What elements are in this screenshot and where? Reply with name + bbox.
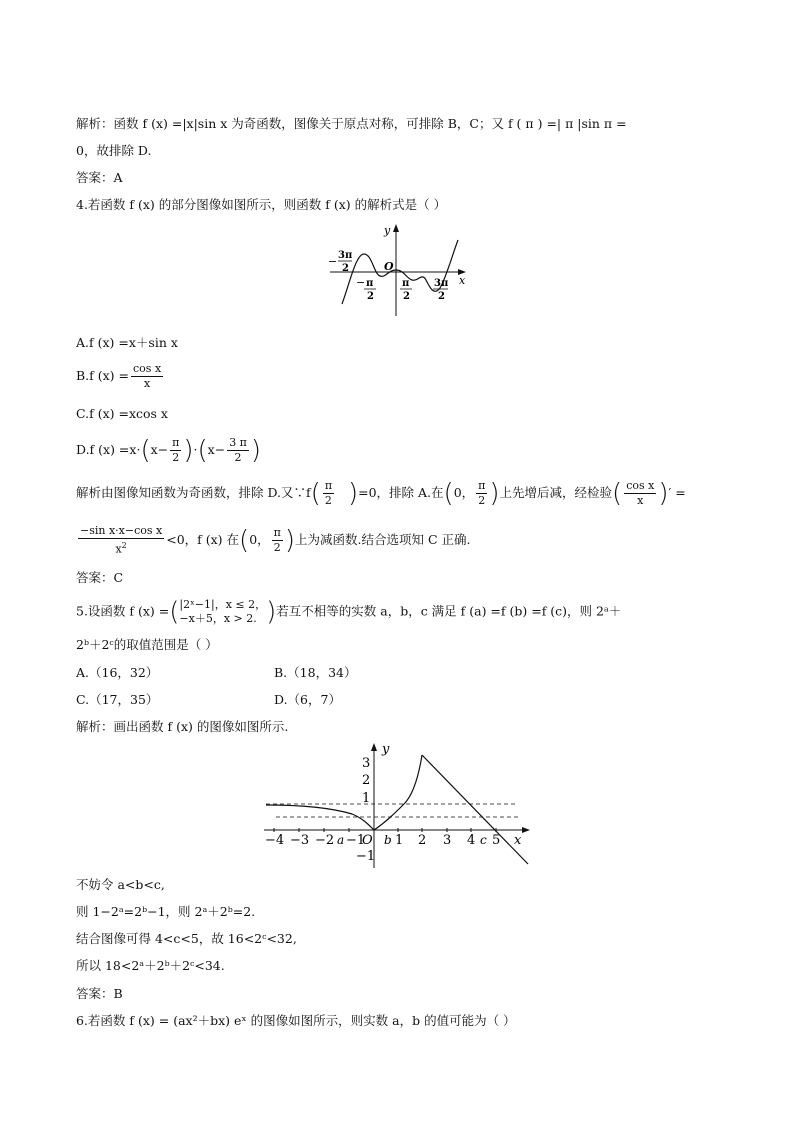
q4-sine-graph — [326, 222, 472, 318]
q5-xtick: −1 — [346, 833, 366, 848]
q4-y-label: y — [384, 224, 391, 237]
q4-analysis-line1: 解析由图像知函数为奇函数，排除 D.又∵f( $\frac{\pi}{2}$ )=0，排除 A.在(0， $\frac{\pi}{2}$ )上先增后减，经检验( $\frac{\text{cos x}}{x}$ )′ = — [76, 478, 686, 509]
q5-xtick: 5 — [492, 833, 501, 848]
q4-optb-den: x — [143, 377, 151, 390]
q5-piecewise-graph — [262, 740, 532, 870]
q3-analysis-line1: 解析：函数 f (x) =|x|sin x 为奇函数，图像关于原点对称，可排除 B，C；又 f ( π ) =| π |sin π = — [76, 116, 627, 131]
q3-answer: 答案：A — [76, 170, 123, 185]
q5-line4: 所以 18<2ᵃ＋2ᵇ＋2ᶜ<34. — [76, 958, 225, 973]
q4-pi2-num: π — [402, 278, 410, 289]
q5-case1: |2ˣ−1|，x ≤ 2， — [179, 598, 267, 611]
q5-line2: 则 1−2ᵃ=2ᵇ−1，则 2ᵃ＋2ᵇ=2. — [76, 904, 256, 919]
q5-analysis: 解析：画出函数 f (x) 的图像如图所示. — [76, 719, 289, 734]
q5-b-label: b — [384, 833, 392, 847]
q4-neg-3pi2-sign: − — [328, 255, 338, 268]
q5-option-b: B.（18，34） — [274, 665, 357, 680]
q5-option-d: D.（6，7） — [274, 692, 341, 707]
q5-ytick: 3 — [362, 756, 371, 771]
q4-origin: O — [384, 260, 394, 273]
q4-option-a: A.f (x) =x＋sin x — [76, 335, 178, 350]
q6-stem: 6.若函数 f (x) = (ax²＋bx) eˣ 的图像如图所示，则实数 a，b 的值可能为（ ） — [76, 1013, 516, 1028]
q5-xtick: 1 — [395, 833, 404, 848]
q4-neg-3pi2-den: 2 — [342, 263, 349, 274]
q4-optb-num: cos x — [133, 362, 162, 375]
q5-stem-line2: 2ᵇ＋2ᶜ的取值范围是（ ） — [76, 637, 218, 652]
q5-xtick: −3 — [290, 833, 310, 848]
q4-option-d: D.f (x) =x·(x− $\frac{\pi}{2}$ )·(x− $\frac{3 \pi}{2}$ ) — [76, 435, 262, 466]
q4-stem: 4.若函数 f (x) 的部分图像如图所示，则函数 f (x) 的解析式是（ ） — [76, 197, 447, 212]
q5-line1: 不妨令 a<b<c, — [76, 877, 165, 892]
q5-answer: 答案：B — [76, 986, 123, 1001]
q5-c-label: c — [480, 833, 487, 847]
q5-y-label: y — [382, 742, 390, 757]
q5-xtick: 2 — [418, 833, 427, 848]
q4-option-c: C.f (x) =xcos x — [76, 406, 168, 421]
q4-option-b: B.f (x) = $\frac{\text{cos x}}{x}$ — [76, 362, 162, 390]
q5-origin: O — [362, 833, 373, 848]
q5-ytick: 2 — [362, 773, 371, 788]
q5-xtick: 3 — [443, 833, 452, 848]
q5-ytick: 1 — [362, 791, 371, 806]
q4-answer: 答案：C — [76, 570, 124, 585]
q5-ytick: −1 — [356, 849, 376, 864]
q4-neg-3pi2-num: 3π — [338, 250, 353, 261]
q5-xtick: 4 — [467, 833, 476, 848]
q5-option-a: A.（16，32） — [76, 665, 159, 680]
q3-analysis-line2: 0，故排除 D. — [76, 143, 152, 158]
q4-x-label: x — [459, 274, 466, 287]
q5-x-label: x — [514, 833, 522, 848]
q4-neg-pi2-num: π — [366, 278, 374, 289]
q5-a-label: a — [337, 833, 345, 847]
q4-neg-pi2-sign: − — [356, 276, 366, 289]
q5-case2: −x＋5，x > 2. — [179, 612, 257, 625]
q5-stem-line1: 5.设函数 f (x) =( |2ˣ−1|，x ≤ 2， −x＋5，x > 2. )若互不相等的实数 a，b，c 满足 f (a) =f (b) =f (c)，则 2ᵃ＋ — [76, 597, 622, 627]
q5-xtick: −4 — [265, 833, 285, 848]
q5-xtick: −2 — [315, 833, 335, 848]
q4-analysis-line2: $\frac{\text{−sin x·x−cos x}}{x^2}$ <0，f (x) 在(0， $\frac{\pi}{2}$ )上为减函数.结合选项知 C 正确. — [80, 524, 471, 556]
q4-pi2-den: 2 — [403, 291, 410, 302]
q5-line3: 结合图像可得 4<c<5，故 16<2ᶜ<32, — [76, 931, 297, 946]
q4-3pi2-num: 3π — [434, 278, 449, 289]
q5-option-c: C.（17，35） — [76, 692, 159, 707]
q4-3pi2-den: 2 — [438, 291, 445, 302]
q4-neg-pi2-den: 2 — [367, 291, 374, 302]
